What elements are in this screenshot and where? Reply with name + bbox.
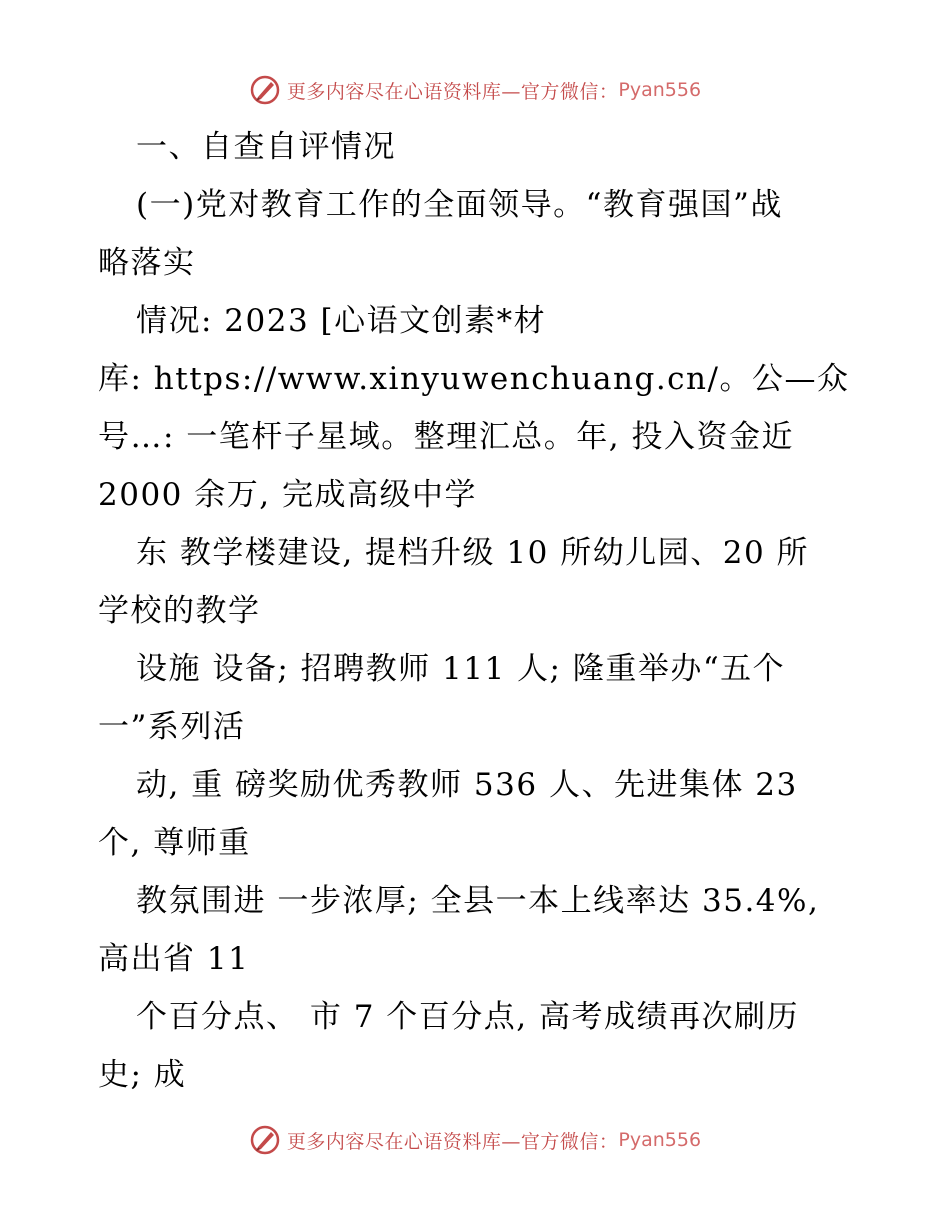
header-watermark-banner — [0, 70, 950, 110]
section-heading: 一、自查自评情况 — [136, 129, 396, 165]
text-line: 情况: 2023 [心语文创素*材 — [136, 303, 547, 339]
subsection-heading: (一)党对教育工作的全面领导。“教育强国”战 — [136, 187, 783, 223]
quill-pen-logo-icon — [249, 74, 281, 106]
text-line: 学校的教学 — [98, 593, 261, 629]
banner-wechat-id: Pyan556 — [618, 79, 702, 101]
text-line: 高出省 11 — [98, 941, 250, 977]
document-body — [98, 118, 858, 1104]
banner-text: 更多内容尽在心语资料库—官方微信： — [286, 80, 619, 103]
text-line: 略落实 — [98, 245, 196, 281]
text-line: 个百分点、 市 7 个百分点, 高考成绩再次刷历 — [136, 999, 799, 1035]
text-line: 库: https://www.xinyuwenchuang.cn/。公—众 — [98, 361, 850, 397]
footer-watermark-banner — [0, 1120, 950, 1160]
quill-pen-logo-icon — [249, 1124, 281, 1156]
text-line: 个, 尊师重 — [98, 825, 251, 861]
text-line: 设施 设备; 招聘教师 111 人; 隆重举办“五个 — [136, 651, 786, 687]
banner-text: 更多内容尽在心语资料库—官方微信： — [286, 1130, 619, 1153]
text-line: 2000 余万, 完成高级中学 — [98, 477, 477, 513]
text-line: 教氛围进 一步浓厚; 全县一本上线率达 35.4%, — [136, 883, 820, 919]
text-line: 号…: 一笔杆子星域。整理汇总。年, 投入资金近 — [98, 419, 795, 455]
text-line: 动, 重 磅奖励优秀教师 536 人、先进集体 23 — [136, 767, 798, 803]
text-line: 东 教学楼建设, 提档升级 10 所幼儿园、20 所 — [136, 535, 810, 571]
text-line: 史; 成 — [98, 1057, 187, 1093]
banner-wechat-id: Pyan556 — [618, 1129, 702, 1151]
text-line: 一”系列活 — [98, 709, 246, 745]
